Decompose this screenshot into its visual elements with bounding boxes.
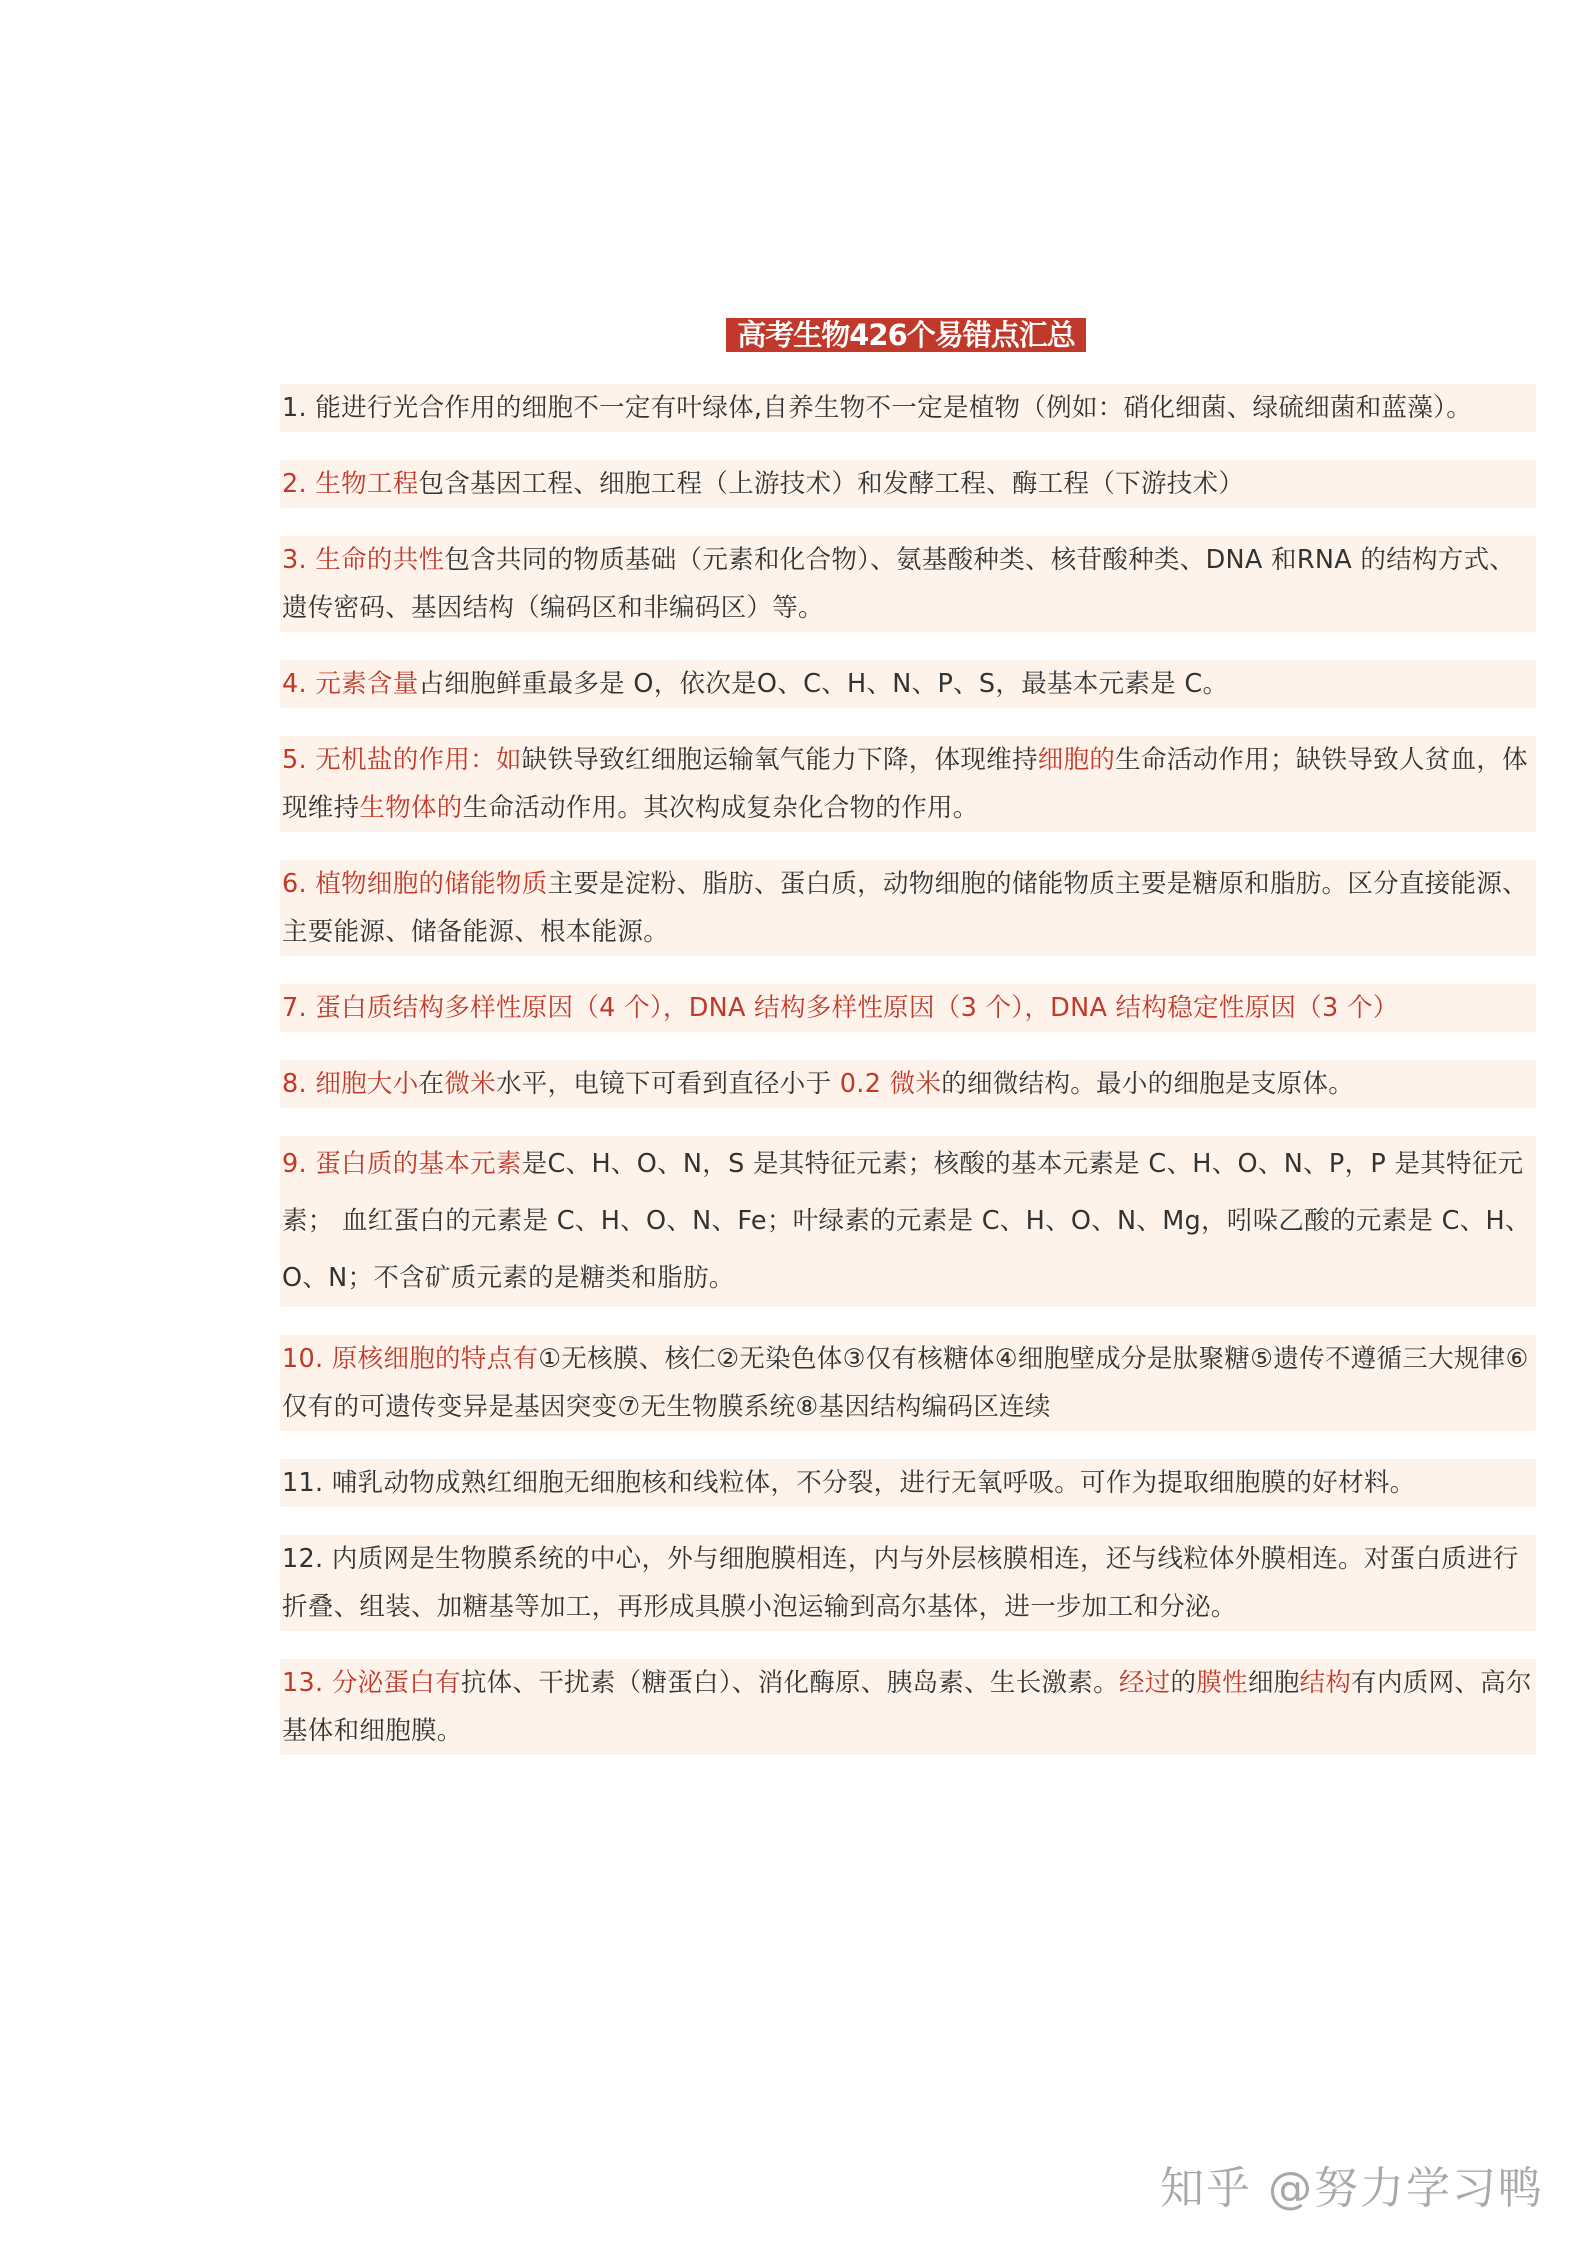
highlighted-keyword: 5. 无机盐的作用：如 xyxy=(282,745,522,775)
list-item xyxy=(280,860,1536,956)
list-item xyxy=(280,384,1536,432)
list-item xyxy=(280,1335,1536,1431)
list-item xyxy=(280,1459,1536,1507)
highlighted-keyword: 0.2 微米 xyxy=(839,1069,942,1099)
highlighted-keyword: 13. 分泌蛋白有 xyxy=(282,1668,461,1698)
highlighted-keyword: 细胞的 xyxy=(1037,745,1116,775)
item-text: 缺铁导致红细胞运输氧气能力下降，体现维持 xyxy=(521,745,1038,775)
item-text: 占细胞鲜重最多是 O，依次是O、C、H、N、P、S，最基本元素是 C。 xyxy=(418,669,1229,699)
item-text: 生命活动作用；缺铁导致人贫血，体现维持 xyxy=(282,745,1528,823)
list-item xyxy=(280,536,1536,632)
item-text: 细胞 xyxy=(1247,1668,1300,1698)
highlighted-keyword: 8. 细胞大小 xyxy=(282,1069,419,1099)
item-text: 生命活动作用。其次构成复杂化合物的作用。 xyxy=(462,793,979,823)
document-title: 高考生物426个易错点汇总 xyxy=(726,318,1086,352)
item-text: 的 xyxy=(1170,1668,1197,1698)
highlighted-keyword: 6. 植物细胞的储能物质 xyxy=(282,869,548,899)
item-text: 有内质网、高尔基体和细胞膜。 xyxy=(282,1668,1532,1746)
highlighted-keyword: 2. 生物工程 xyxy=(282,469,419,499)
item-text: 12. 内质网是生物膜系统的中心，外与细胞膜相连，内与外层核膜相连，还与线粒体外膜相连。对蛋白质进行折叠、组装、加糖基等加工，再形成具膜小泡运输到高尔基体，进一步加工和分泌。 xyxy=(282,1544,1519,1622)
item-text: 包含基因工程、细胞工程（上游技术）和发酵工程、酶工程（下游技术） xyxy=(418,469,1245,499)
item-text: 在 xyxy=(418,1069,445,1099)
item-text: 包含共同的物质基础（元素和化合物）、氨基酸种类、核苷酸种类、DNA 和RNA 的结构方式、遗传密码、基因结构（编码区和非编码区）等。 xyxy=(282,545,1516,623)
list-item xyxy=(280,984,1536,1032)
item-text: 是C、H、O、N，S 是其特征元素；核酸的基本元素是 C、H、O、N、P，P 是其特征元素； 血红蛋白的元素是 C、H、O、N、Fe；叶绿素的元素是 C、H、O、N、Mg，吲哚乙酸的元素是 C、H、O、N；不含矿质元素的是糖类和脂肪。 xyxy=(282,1149,1531,1293)
list-item xyxy=(280,660,1536,708)
list-item xyxy=(280,736,1536,832)
item-text: 1. 能进行光合作用的细胞不一定有叶绿体,自养生物不一定是植物（例如：硝化细菌、绿硫细菌和蓝藻）。 xyxy=(282,393,1472,423)
highlighted-keyword: 3. 生命的共性 xyxy=(282,545,445,575)
item-text: 水平，电镜下可看到直径小于 xyxy=(495,1069,840,1099)
highlighted-keyword: 10. 原核细胞的特点有 xyxy=(282,1344,539,1374)
highlighted-keyword: 7. 蛋白质结构多样性原因（4 个），DNA 结构多样性原因（3 个），DNA 结构稳定性原因（3 个） xyxy=(282,993,1399,1023)
highlighted-keyword: 结构 xyxy=(1299,1668,1352,1698)
highlighted-keyword: 经过 xyxy=(1118,1668,1171,1698)
list-item xyxy=(280,1060,1536,1108)
highlighted-keyword: 9. 蛋白质的基本元素 xyxy=(282,1149,522,1179)
list-item xyxy=(280,1659,1536,1755)
item-text: ①无核膜、核仁②无染色体③仅有核糖体④细胞壁成分是肽聚糖⑤遗传不遵循三大规律⑥仅有的可遗传变异是基因突变⑦无生物膜系统⑧基因结构编码区连续 xyxy=(282,1344,1529,1422)
item-text: 抗体、干扰素（糖蛋白）、消化酶原、胰岛素、生长激素。 xyxy=(460,1668,1119,1698)
list-item xyxy=(280,1136,1536,1307)
list-item xyxy=(280,1535,1536,1631)
highlighted-keyword: 生物体的 xyxy=(359,793,463,823)
error-points-list xyxy=(280,384,1536,1783)
highlighted-keyword: 膜性 xyxy=(1196,1668,1248,1698)
highlighted-keyword: 微米 xyxy=(444,1069,496,1099)
highlighted-keyword: 4. 元素含量 xyxy=(282,669,419,699)
list-item xyxy=(280,460,1536,508)
zhihu-watermark: 知乎 @努力学习鸭 xyxy=(1160,2163,1544,2214)
item-text: 主要是淀粉、脂肪、蛋白质，动物细胞的储能物质主要是糖原和脂肪。区分直接能源、主要能源、储备能源、根本能源。 xyxy=(282,869,1528,947)
item-text: 11. 哺乳动物成熟红细胞无细胞核和线粒体，不分裂，进行无氧呼吸。可作为提取细胞膜的好材料。 xyxy=(282,1468,1416,1498)
item-text: 的细微结构。最小的细胞是支原体。 xyxy=(941,1069,1355,1099)
